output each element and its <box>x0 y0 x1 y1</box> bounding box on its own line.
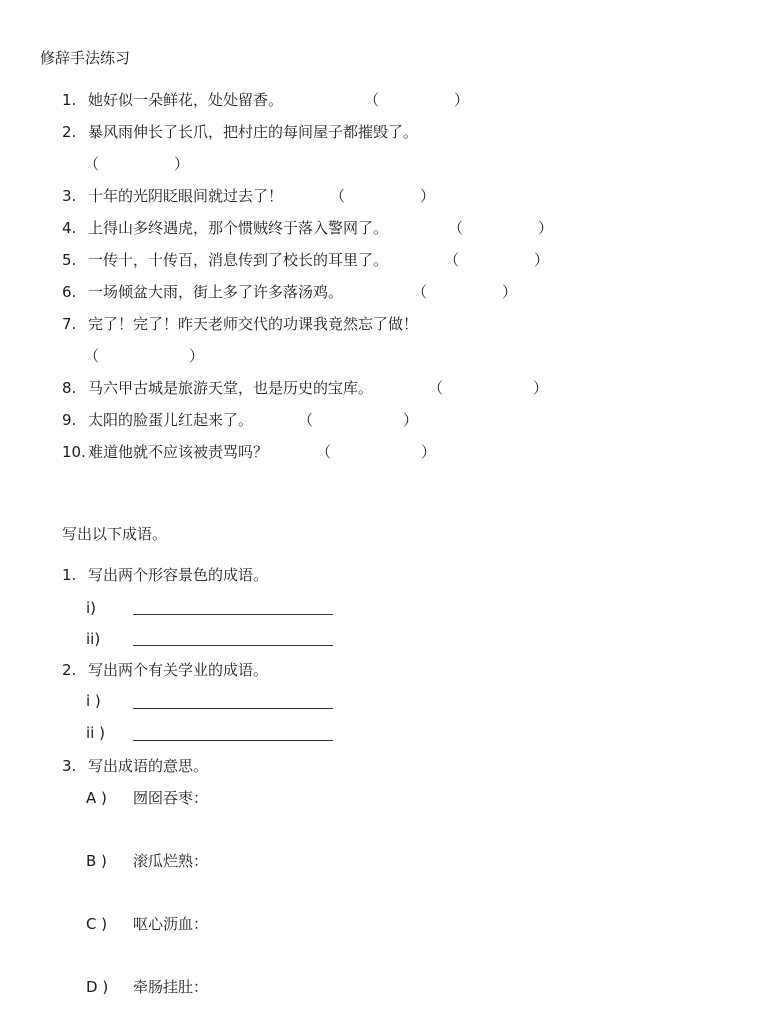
question-number: 10. <box>62 443 86 461</box>
question-text: 写出成语的意思。 <box>88 757 209 775</box>
section-title: 写出以下成语。 <box>62 525 168 543</box>
question-text: 马六甲古城是旅游天堂，也是历史的宝库。 <box>88 379 374 397</box>
question-number: 8. <box>62 379 77 397</box>
sub-label: ii) <box>86 630 101 648</box>
answer-blank[interactable]: （ ） <box>84 155 190 173</box>
question-number: 3. <box>62 757 77 775</box>
question-text: 一传十，十传百，消息传到了校长的耳里了。 <box>88 251 389 269</box>
answer-blank[interactable]: （ ） <box>364 91 470 109</box>
answer-blank[interactable]: （ ） <box>428 379 549 397</box>
question-number: 7. <box>62 315 77 333</box>
question-text: 写出两个有关学业的成语。 <box>88 661 269 679</box>
section-title: 修辞手法练习 <box>40 49 131 67</box>
question-number: 6. <box>62 283 77 301</box>
question-text: 太阳的脸蛋儿红起来了。 <box>88 411 254 429</box>
question-number: 4. <box>62 219 77 237</box>
question-number: 9. <box>62 411 77 429</box>
sub-label: ii ) <box>86 724 105 742</box>
answer-line[interactable] <box>133 645 333 646</box>
answer-line[interactable] <box>133 708 333 709</box>
idiom-label: C ) <box>86 915 108 933</box>
idiom-label: D ) <box>86 978 109 996</box>
question-number: 3. <box>62 187 77 205</box>
question-text: 写出两个形容景色的成语。 <box>88 566 269 584</box>
question-number: 1. <box>62 566 77 584</box>
question-text: 完了！完了！昨天老师交代的功课我竟然忘了做！ <box>88 315 419 333</box>
question-number: 2. <box>62 123 77 141</box>
answer-line[interactable] <box>133 614 333 615</box>
answer-blank[interactable]: （ ） <box>448 219 554 237</box>
question-text: 上得山多终遇虎，那个惯贼终于落入警网了。 <box>88 219 389 237</box>
sub-label: i) <box>86 599 97 617</box>
idiom-text: 呕心沥血： <box>133 915 209 933</box>
idiom-text: 牵肠挂肚： <box>133 978 209 996</box>
question-text: 十年的光阴眨眼间就过去了！ <box>88 187 284 205</box>
answer-blank[interactable]: （ ） <box>412 283 518 301</box>
question-text: 难道他就不应该被责骂吗？ <box>88 443 269 461</box>
answer-blank[interactable]: （ ） <box>330 187 436 205</box>
question-text: 一场倾盆大雨，街上多了许多落汤鸡。 <box>88 283 344 301</box>
idiom-text: 囫囵吞枣： <box>133 789 209 807</box>
question-text: 暴风雨伸长了长爪，把村庄的每间屋子都摧毁了。 <box>88 123 419 141</box>
question-text: 她好似一朵鲜花，处处留香。 <box>88 91 284 109</box>
idiom-label: B ) <box>86 852 107 870</box>
answer-blank[interactable]: （ ） <box>444 251 550 269</box>
answer-blank[interactable]: （ ） <box>298 411 419 429</box>
idiom-label: A ) <box>86 789 107 807</box>
sub-label: i ) <box>86 692 101 710</box>
question-number: 1. <box>62 91 77 109</box>
question-number: 2. <box>62 661 77 679</box>
answer-blank[interactable]: （ ） <box>84 347 205 365</box>
question-number: 5. <box>62 251 77 269</box>
idiom-text: 滚瓜烂熟： <box>133 852 209 870</box>
answer-line[interactable] <box>133 740 333 741</box>
answer-blank[interactable]: （ ） <box>316 443 437 461</box>
